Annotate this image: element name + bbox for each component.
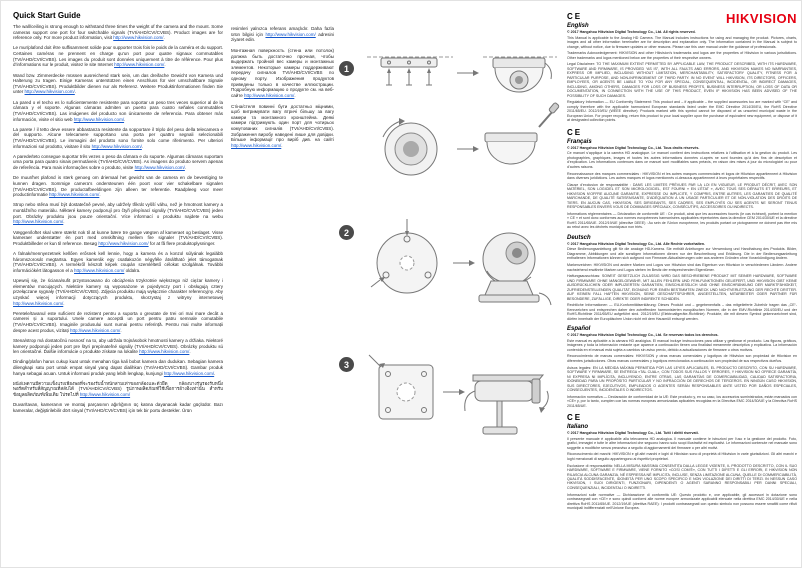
legal-column [567, 9, 797, 516]
legal-section-italian [567, 413, 797, 510]
paragraph-tail: . [164, 62, 166, 68]
paragraph-tail: . [63, 300, 65, 306]
copyright-line: © 2017 Hangzhou Hikvision Digital Technology Co., Ltd. Se reservan todos los derechos. [567, 333, 719, 338]
dome-camera-install-diagram [361, 39, 561, 189]
hikvision-link[interactable]: http://www.hikvision.com/ [13, 219, 64, 225]
bullet-camera-install-diagram [361, 335, 561, 459]
step-number-badge: 1 [339, 61, 354, 76]
legal-section-spanish [567, 326, 797, 408]
paragraph-text: Stena/strop má dostatočnú nosnosť na to, aby udržala trojnásobok hmotnosti kamery a držiaka. Niektoré kamery podporujú jeden port pre štyri prepínateľné signály (TVI/AHD/CVI/CVBS). Obrázky produktu sú len orientačné. Ďalšie informácie o produkte získate na lokalite [13, 337, 223, 355]
paragraph-tail: . [184, 165, 187, 171]
hikvision-link[interactable]: http://www.hikvision.com/ [113, 35, 164, 41]
installation-step-2 [339, 203, 565, 321]
legal-paragraph: Haftungsausschluss: SOWEIT GESETZLICH ZULÄSSIG WIRD DAS BESCHRIEBENE PRODUKT MIT SEINER HARDWARE, SOFTWARE UND FIRMWARE OHNE MÄNGELGEWÄHR, MIT ALLEN FEHLERN UND FEHLFUNKTIONEN GELIEFERT, UND HIKVISION GIBT KEINE AUSDRÜCKLICHEN ODER IMPLIZIERTEN GARANTIEN, EINSCHLIESSLICH UND OHNE EINSCHRÄNKUNG DER MARKTFÄHIGKEIT, ZUFRIEDENSTELLENDEN QUALITÄT, EIGNUNG FÜR EINEN BESTIMMTEN ZWECK UND NICHTVERLETZUNG DER RECHTE DRITTER. AUF KEINEN FALL HAFTEN HIKVISION, SEINE GESCHÄFTSFÜHRER, ANGESTELLTEN, MITARBEITER ODER PARTNER FÜR BESONDERE, ZUFÄLLIGE, DIREKTE ODER INDIREKTE SCHÄDEN. [567, 274, 797, 301]
paragraph-text: resimleri yalnızca referans amaçlıdır. Daha fazla ürün bilgisi için [231, 26, 334, 37]
paragraph-tail: . [99, 192, 101, 198]
paragraph-spanish [13, 100, 223, 123]
paragraph-hungarian [13, 251, 223, 274]
legal-paragraph: Legal Disclaimer: TO THE MAXIMUM EXTENT PERMITTED BY APPLICABLE LAW, THE PRODUCT DESCRIBED, WITH ITS HARDWARE, SOFTWARE AND FIRMWARE, IS PROVIDED “AS IS”, WITH ALL FAULTS AND ERRORS, AND HIKVISION MAKES NO WARRANTIES, EXPRESS OR IMPLIED, INCLUDING WITHOUT LIMITATION, MERCHANTABILITY, SATISFACTORY QUALITY, FITNESS FOR A PARTICULAR PURPOSE, AND NON-INFRINGEMENT OF THIRD PARTY. IN NO EVENT WILL HIKVISION, ITS DIRECTORS, OFFICERS, EMPLOYEES, OR AGENTS BE LIABLE TO YOU FOR ANY SPECIAL, CONSEQUENTIAL, INCIDENTAL, OR INDIRECT DAMAGES, INCLUDING, AMONG OTHERS, DAMAGES FOR LOSS OF BUSINESS PROFITS, BUSINESS INTERRUPTION, OR LOSS OF DATA OR DOCUMENTATION, IN CONNECTION WITH THE USE OF THIS PRODUCT, EVEN IF HIKVISION HAS BEEN ADVISED OF THE POSSIBILITY OF SUCH DAMAGES. [567, 62, 797, 98]
paragraph-slovak [13, 338, 223, 355]
installation-step-1 [339, 39, 565, 189]
hikvision-link[interactable]: http://www.hikvision.com/ [24, 89, 75, 95]
paragraph-text: La pared o el techo es lo suficientemente resistente para soportar un peso tres veces superior al de la cámara y el soporte. Algunas cámaras admiten un puerto para cuatro señales conmutables (TVI/AHD/CVI/CVBS). Las imágenes del producto son únicamente de referencia. Para obtener más información, visite el sitio web [13, 99, 223, 122]
paragraph-text: Peretele/tavanul este suficient de rezistent pentru a suporta o greutate de trei ori mai mare decât a camerei și a suportului. Unele camere acceptă un port pentru patru semnale comutabile (TVI/AHD/CVI/CVBS). Imaginile produsului sunt numai pentru referință. Pentru mai multe informații despre acest produs, vizitați [13, 310, 223, 333]
paragraph-text: Upewnij się, że ściana/sufit przystosowano do obciążenia trzykrotnie większego niż ciężar kamery i elementów mocujących. Niektóre kamery są wyposażone w pojedynczy port i obsługują cztery przełączane sygnały (TVI/AHD/CVI/CVBS). Zdjęcia produktu mają wyłącznie charakter referencyjny. Aby uzyskać więcej informacji dotyczących produktu, skorzystaj z witryny internetowej [13, 278, 223, 300]
paragraph-tail: . [189, 349, 191, 355]
paragraph-tail: . [214, 370, 216, 376]
legal-paragraph: Trademarks Acknowledgement: HIKVISION and other Hikvision’s trademarks and logos are the properties of Hikvision in various jurisdictions. Other trademarks and logos mentioned below are the properties of their respective owners. [567, 51, 797, 60]
legal-paragraph: Diese Bedienungsanleitung gilt für die analoge HD-Kamera. Sie enthält Anleitungen zur Verwendung und Handhabung des Produkts. Bilder, Diagramme, Abbildungen und alle sonstigen Informationen dienen nur der Beschreibung und Erklärung. Die in der Bedienungsanleitung enthaltenen Informationen können sich aufgrund von Firmware-Aktualisierungen oder aus anderen Gründen ohne Vorankündigung ändern. [567, 247, 797, 261]
copyright-line: © 2017 Hangzhou Hikvision Digital Technology Co., Ltd. All rights reserved. [567, 30, 696, 34]
hikvision-logo: HIKVISION [726, 11, 797, 26]
copyright-line: © 2017 Hangzhou Hikvision Digital Technology Co., Ltd. Tutti i diritti riservati. [567, 431, 699, 436]
paragraph-polish [13, 278, 223, 306]
paragraph-ukrainian [231, 104, 334, 149]
paragraph-danish [13, 230, 223, 247]
legal-paragraph: Reconocimiento de marcas comerciales: HIKVISION y otras marcas comerciales y logotipos de Hikvision son propiedad de Hikvision en diferentes jurisdicciones. Otras marcas comerciales y logotipos mencionados a continuación son propiedad de sus respectivos dueños. [567, 354, 797, 363]
paragraph-text: Wand bzw. Zimmerdecke müssen ausreichend stark sein, um das dreifache Gewicht von Kamera und Halterung zu tragen. Einige Kameras unterstützen einen Anschluss für vier umschaltbare Signale (TVI/AHD/CVI/CVBS). Produktbilder dienen nur als Referenz. Weitere Produktinformationen finden Sie unter [13, 72, 223, 95]
legal-paragraph: Reconnaissance des marques commerciales : HIKVISION et les autres marques commerciales et logos de Hikvision appartiennent à Hikvision dans diverses juridictions. Les autres marques et logos mentionnés ci-dessous appartiennent à leurs propriétaires respectifs. [567, 171, 797, 181]
legal-paragraph: Informations réglementaires — Déclaration de conformité UE : Ce produit, ainsi que les accessoires fournis (le cas échéant), portent la mention « CE » et sont donc conformes aux normes européennes harmonisées applicables répertoriées dans la directive CEM 2014/30/UE et la directive RoHS 2011/65/UE. 2012/19/UE (directive DEEE) : Au sein de l’Union européenne, les produits portant ce pictogramme ne doivent pas être mis au rebut avec les déchets municipaux non triés. [567, 211, 797, 230]
step-number-badge: 3 [339, 357, 354, 372]
ce-mark-icon: CE [567, 127, 583, 137]
legal-paragraph: Clause d’exclusion de responsabilité : DANS LES LIMITES PRÉVUES PAR LA LOI EN VIGUEUR, LE PRODUIT DÉCRIT, AVEC SON MATÉRIEL, SON LOGICIEL ET SON MICROLOGICIEL, EST FOURNI « EN L’ÉTAT », AVEC TOUS SES DÉFAUTS ET ERREURS, ET HIKVISION N’OFFRE AUCUNE GARANTIE, EXPRESSE OU IMPLICITE, Y COMPRIS, ENTRE AUTRES, LES GARANTIES DE QUALITÉ MARCHANDE, DE QUALITÉ SATISFAISANTE, D’ADÉQUATION À UN USAGE PARTICULIER ET DE NON-VIOLATION DES DROITS DE TIERS. EN AUCUN CAS, HIKVISION, SES DIRIGEANTS, SES CADRES, SES EMPLOYÉS OU SES AGENTS NE SERONT TENUS RESPONSABLES ENVERS VOUS DE DOMMAGES SPÉCIAUX, CONSÉCUTIFS, ACCESSOIRES OU INDIRECTS. [567, 182, 797, 210]
paragraph-tail: oldalra. [124, 267, 141, 273]
paragraph-text: The wall/ceiling is strong enough to withstand three times the weight of the camera and the mount. Some cameras support one port for four switchable signals (TVI/AHD/CVI/CVBS). Product images are for reference only. For more product information, visit [13, 24, 223, 41]
language-heading: Français [567, 138, 592, 145]
copyright-line: © 2017 Hangzhou Hikvision Digital Technology Co., Ltd. Alle Rechte vorbehalten. [567, 241, 706, 246]
hikvision-link[interactable]: http://www.hikvision.com/ [49, 192, 100, 198]
paragraph-english [13, 24, 223, 41]
legal-section-german [567, 235, 797, 321]
legal-paragraph: Este manual es aplicable a la cámara HD analógica. El manual incluye instrucciones para utilizar y gestionar el producto. Las figuras, gráficos, imágenes y toda la información restante que aparece a continuación tienen una finalidad meramente descriptiva y explicativa. La información contenida en el manual está sujeta a cambios sin aviso previo, debido a actualizaciones de firmware u otros motivos. [567, 338, 797, 352]
legal-section-french [567, 128, 797, 230]
paragraph-dutch [13, 175, 223, 198]
hikvision-link[interactable]: http://www.hikvision.com/ [231, 142, 282, 148]
paragraph-tail: . [63, 219, 65, 225]
ce-mark-icon: CE [567, 413, 583, 423]
paragraph-thai [13, 381, 223, 398]
paragraph-text: A falnak/mennyezetnek kellően erősnek kell lennie, hogy a kamera és a konzol súlyának legalább háromszorosát megtartsa. Egyes kamerák egy csatlakozón négyféle átváltható jelet támogatnak (TVI/AHD/CVI/CVBS). A termékről készült képek csupán szemléltető célokat szolgálnak. További információkért látogasson el a [13, 250, 223, 273]
paragraph-czech [13, 202, 223, 225]
paragraph-tail: . [281, 142, 283, 148]
hikvision-link[interactable]: http://www.hikvision.com/ [74, 267, 125, 273]
hikvision-link[interactable]: http://www.hikvision.com/ [265, 31, 316, 37]
paragraph-turkish-continued [231, 26, 334, 43]
legal-section-english [567, 12, 797, 123]
paragraph-turkish [13, 402, 223, 413]
paragraph-tail: . [294, 92, 296, 98]
hikvision-link[interactable]: http://www.hikvision.com/ [139, 349, 190, 355]
language-heading: English [567, 23, 589, 29]
paragraph-text: Стіна/стеля повинні бути достатньо міцними, щоб витримувати вагу втричі більшу за вагу камери та монтажного кронштейна. Деякі камери підтримують один порт для чотирьох комутованих сигналів (TVI/AHD/CVI/CVBS). Зображення виробу наведені лише для довідки. Більше інформації про виріб див. на сайті [231, 103, 334, 143]
paragraph-text: Væggen/loftet skal være stærkt nok til at kunne bære tre gange vægten af kameraet og beslaget. Visse kameraer understøtter én port med omskiftning mellem fire signaler (TVI/AHD/CVI/CVBS). Produktbilleder er kun til reference. Besøg [13, 229, 223, 246]
paragraph-tail: . [74, 89, 77, 95]
hikvision-link[interactable]: http://www.hikvision.com/ [244, 92, 295, 98]
turret-camera-install-diagram [361, 203, 561, 321]
legal-paragraph: Riconoscimento dei marchi: HIKVISION e gli altri marchi e loghi di Hikvision sono di proprietà di Hikvision in varie giurisdizioni. Gli altri marchi e loghi menzionati di seguito appartengono ai rispettivi proprietari. [567, 452, 797, 461]
paragraph-tail: . [163, 35, 165, 41]
paragraph-text: Le mur/plafond doit être suffisamment solide pour supporter trois fois le poids de la caméra et du support. Certaines caméras ne prennent en charge qu’un port pour quatre signaux commutables (TVI/AHD/CVI/CVBS). Les images du produit sont données uniquement à titre de référence. Pour plus d’informations sur le produit, visitez le site Internet [13, 45, 223, 68]
hikvision-link[interactable]: http://www.hikvision.com/ [79, 392, 131, 398]
language-heading: Deutsch [567, 234, 591, 241]
paragraph-romanian [13, 311, 223, 334]
middle-column [231, 26, 334, 154]
paragraph-tail: adresini ziyaret edin. [231, 31, 334, 43]
language-heading: Español [567, 326, 591, 333]
ce-mark-icon: CE [567, 12, 583, 21]
hikvision-link[interactable]: http://www.hikvision.com/ [73, 116, 125, 122]
paragraph-text: Duvar/tavan, kameranın ve montaj parçasının ağırlığının üç katına dayanacak kadar güçlüdür. Bazı kameralar, değiştirilebilir dört sinyal (TVI/AHD/CVI/CVBS) için tek bir portu destekler. Ürün [13, 402, 223, 413]
legal-paragraph: Ce manuel s’applique à la caméra HD analogique. Le manuel contient des instructions relatives à l’utilisation et à la gestion du produit. Les photographies, graphiques, images et toutes les autres informations données ci-après ne sont fournies qu’à des fins de description et d’explication. Les informations contenues dans ce manuel sont modifiables sans préavis, en raison des mises à jour du micrologiciel ou pour d’autres raisons. [567, 151, 797, 169]
paragraph-text: La parete / il tetto deve essere abbastanza resistente da sopportare il triplo del peso della telecamera e del supporto. Alcune telecamere supportano una porta per quattro segnali selezionabili (TVI/AHD/CVI/CVBS). Le immagini del prodotto sono fornite solo come riferimento. Per ulteriori informazioni sul prodotto, visitare il sito [13, 126, 223, 149]
hikvision-link[interactable]: http://www.hikvision.com/ [134, 165, 185, 171]
paragraph-tail: for at få flere produktoplysninger. [148, 240, 216, 246]
paragraph-text: A parede/teto consegue suportar três vezes o peso da câmara e do suporte. Algumas câmaras suportam uma porta para quatro sinais permutáveis (TVI/AHD/CVI/CVBS). As imagens do produto servem apenas de referência. Para mais informações sobre o produto, visite [13, 153, 223, 171]
left-column [13, 11, 223, 418]
paragraph-italian [13, 127, 223, 150]
paragraph-tail: . [141, 143, 144, 149]
legal-paragraph: This Manual is applicable to the Analog HD Camera. The Manual includes instructions for using and managing the product. Pictures, charts, images and all other information hereinafter are for description and explanation only. The information contained in the Manual is subject to change, without notice, due to firmware updates or other reasons. Please use this user manual under the guidance of professionals. [567, 35, 797, 49]
hikvision-link[interactable]: http://www.hikvision.com/ [98, 240, 149, 246]
legal-paragraph: Avisos legales: EN LA MEDIDA MÁXIMA PERMITIDA POR LAS LEYES APLICABLES, EL PRODUCTO DESCRITO, CON SU HARDWARE, SOFTWARE Y FIRMWARE, SE ENTREGA «TAL CUAL», CON TODOS SUS FALLOS Y ERRORES, Y HIKVISION NO OFRECE GARANTÍA, NI EXPRESA NI IMPLÍCITA, INCLUYENDO, ENTRE OTRAS, LAS GARANTÍAS DE COMERCIABILIDAD, CALIDAD SATISFACTORIA, IDONEIDAD PARA UN PROPÓSITO PARTICULAR Y NO INFRACCIÓN DE DERECHOS DE TERCEROS. EN NINGÚN CASO HIKVISION, SUS DIRECTORES, EJECUTIVOS, EMPLEADOS O AGENTES SERÁN RESPONSABLES ANTE USTED POR DAÑOS ESPECIALES, CONSECUENTES, INCIDENTALES O INDIRECTOS. [567, 365, 797, 393]
legal-paragraph: Informazioni sulle normative — Dichiarazione di conformità UE: Questo prodotto e, ove applicabile, gli accessori in dotazione sono contrassegnati con «CE» e sono quindi conformi alle norme europee armonizzate applicabili elencate nella direttiva EMC 2014/30/UE e nella direttiva RoHS 2011/65/UE. 2012/19/UE (direttiva RAEE): I prodotti contrassegnati con questo simbolo non possono essere smaltiti come rifiuti municipali indifferenziati nell’Unione Europea. [567, 492, 797, 511]
language-heading: Italiano [567, 424, 589, 431]
installation-step-3 [339, 335, 565, 459]
paragraph-french [13, 45, 223, 68]
paragraph-text: Strop nebo stěna musí být dostatečně pevné, aby udržely třikrát vyšší váhu, než je hmotnost kamery a montážního materiálu. Některé kamery podporují pro čtyři přepínací signály (TVI/AHD/CVI/CVBS) jeden port. Obrázky produktu jsou pouze orientační. Více informací o produktu najdete na webu [13, 202, 223, 219]
paragraph-text: ผนัง/เพดานมีความแข็งแรงเพียงพอที่จะรองรับน้ำหนักสามเท่าของกล้องและตัวยึด กล้องบางรุ่นรองรับหนึ่งพอร์ตสำหรับสี่สัญญาณที่สลับได้ (TVI/AHD/CVI/CVBS) รูปภาพผลิตภัณฑ์ใช้เพื่อการอ้างอิงเท่านั้น สำหรับข้อมูลผลิตภัณฑ์เพิ่มเติม โปรดไปที่ [13, 380, 223, 398]
paragraph-indonesian [13, 359, 223, 376]
legal-paragraph: Markenzeichen: HIKVISION und andere Marken und Logos von Hikvision sind das Eigentum von Hikvision in verschiedenen Ländern. Andere nachstehend erwähnte Marken und Logos stehen im Besitz der entsprechenden Eigentümer. [567, 263, 797, 272]
hikvision-link[interactable]: http://www.hikvision.com/ [70, 327, 121, 333]
paragraph-text: De muur/het plafond is sterk genoeg om driemaal het gewicht van de camera en de bevestiging te kunnen dragen. Sommige camera’s ondersteunen één poort voor vier schakelbare signalen (TVI/AHD/CVI/CVBS). De productafbeeldingen zijn alleen ter referentie. Raadpleeg voor meer productinformatie [13, 175, 223, 198]
copyright-line: © 2017 Hangzhou Hikvision Digital Technology Co., Ltd. Tous droits réservés. [567, 145, 700, 150]
step-number-badge: 2 [339, 225, 354, 240]
paragraph-german [13, 73, 223, 96]
paragraph-text: Монтажная поверхность (стена или потолок) должна быть достаточно прочная, чтобы выдержать тройной вес камеры и монтажных элементов. Некоторые камеры поддерживают передачу сигналов TVI/AHD/CVI/CVBS по одному порту. Изображения продуктов приведены только в качестве иллюстрации. Подробную информацию о продукте см. на веб-сайте [231, 47, 334, 98]
legal-paragraph: Esclusione di responsabilità: NELLA MISURA MASSIMA CONSENTITA DALLA LEGGE VIGENTE, IL PRODOTTO DESCRITTO, CON IL SUO HARDWARE, SOFTWARE E FIRMWARE, VIENE FORNITO «COSÌ COM’È», CON TUTTI I DIFETTI E GLI ERRORI, E HIKVISION NON RILASCIA ALCUNA GARANZIA, NÉ ESPRESSA NÉ IMPLICITA, INCLUSE, SENZA LIMITAZIONE ALCUNA, QUELLE DI COMMERCIABILITÀ, QUALITÀ SODDISFACENTE, IDONEITÀ PER UNO SCOPO SPECIFICO E NON VIOLAZIONE DEI DIRITTI DI TERZI. IN NESSUN CASO HIKVISION, I SUOI DIRIGENTI, FUNZIONARI, DIPENDENTI O AGENTI SARANNO RESPONSABILI PER DANNI SPECIALI, CONSEQUENZIALI, INCIDENTALI O INDIRETTI. [567, 463, 797, 490]
paragraph-tail: . [124, 116, 126, 122]
hikvision-link[interactable]: http://www.hikvision.com/ [114, 62, 165, 68]
hikvision-link[interactable]: http://www.hikvision.com/ [13, 300, 64, 306]
hikvision-link[interactable]: http://www.hikvision.com/ [91, 143, 142, 149]
paragraph-russian [231, 48, 334, 99]
paragraph-portuguese [13, 154, 223, 171]
paragraph-text: Dinding/plafon harus cukup kuat untuk menahan tiga kali bobot kamera dan dudukan. Sebagian kamera dilengkapi satu port untuk empat sinyal yang dapat dialihkan (TVI/AHD/CVI/CVBS). Gambar produk hanya sebagai acuan. Untuk informasi produk yang lebih lengkap, kunjungi [13, 359, 223, 376]
page-title: Quick Start Guide [13, 11, 81, 20]
installation-diagrams [339, 39, 565, 473]
legal-paragraph: Información normativa — Declaración de conformidad de la UE: Este producto y, en su caso, los accesorios suministrados, están marcados con «CE» y, por lo tanto, cumplen con las normas europeas armonizadas aplicables recogidas en la Directiva EMC 2014/30/UE y la Directiva RoHS 2011/65/UE. [567, 394, 797, 408]
legal-paragraph: Regulatory Information — EU Conformity Statement: This product and – if applicable – the supplied accessories too are marked with “CE” and comply therefore with the applicable harmonized European standards listed under the EMC Directive 2014/30/EU, the RoHS Directive 2011/65/EU. 2012/19/EU (WEEE directive): Products marked with this symbol cannot be disposed of as unsorted municipal waste in the European Union. For proper recycling, return this product to your local supplier upon the purchase of equivalent new equipment, or dispose of it at designated collection points. [567, 100, 797, 123]
legal-paragraph: Il presente manuale è applicabile alla telecamera HD analogica. Il manuale contiene le istruzioni per l’uso e la gestione del prodotto. Foto, grafici, immagini e tutte le altre informazioni che seguono hanno solo scopi illustrativi ed esplicativi. Le informazioni contenute nel manuale sono soggette a modifiche senza preavviso a seguito di aggiornamenti del firmware o per altri motivi. [567, 436, 797, 450]
legal-paragraph: Rechtliche Informationen — EU-Konformitätserklärung: Dieses Produkt und – gegebenenfalls – das mitgelieferte Zubehör tragen das „CE“-Kennzeichen und entsprechen daher den zutreffenden harmonisierten europäischen Normen, die in der EMV-Richtlinie 2014/30/EU und der RoHS-Richtlinie 2011/65/EU aufgeführt sind. 2012/19/EU (Elektroaltgeräte-Richtlinie): Produkte, die mit diesem Symbol gekennzeichnet sind, dürfen innerhalb der Europäischen Union nicht mit dem Hausmüll entsorgt werden. [567, 303, 797, 321]
hikvision-link[interactable]: http://www.hikvision.com/ [163, 370, 215, 376]
paragraph-tail: . [120, 327, 122, 333]
